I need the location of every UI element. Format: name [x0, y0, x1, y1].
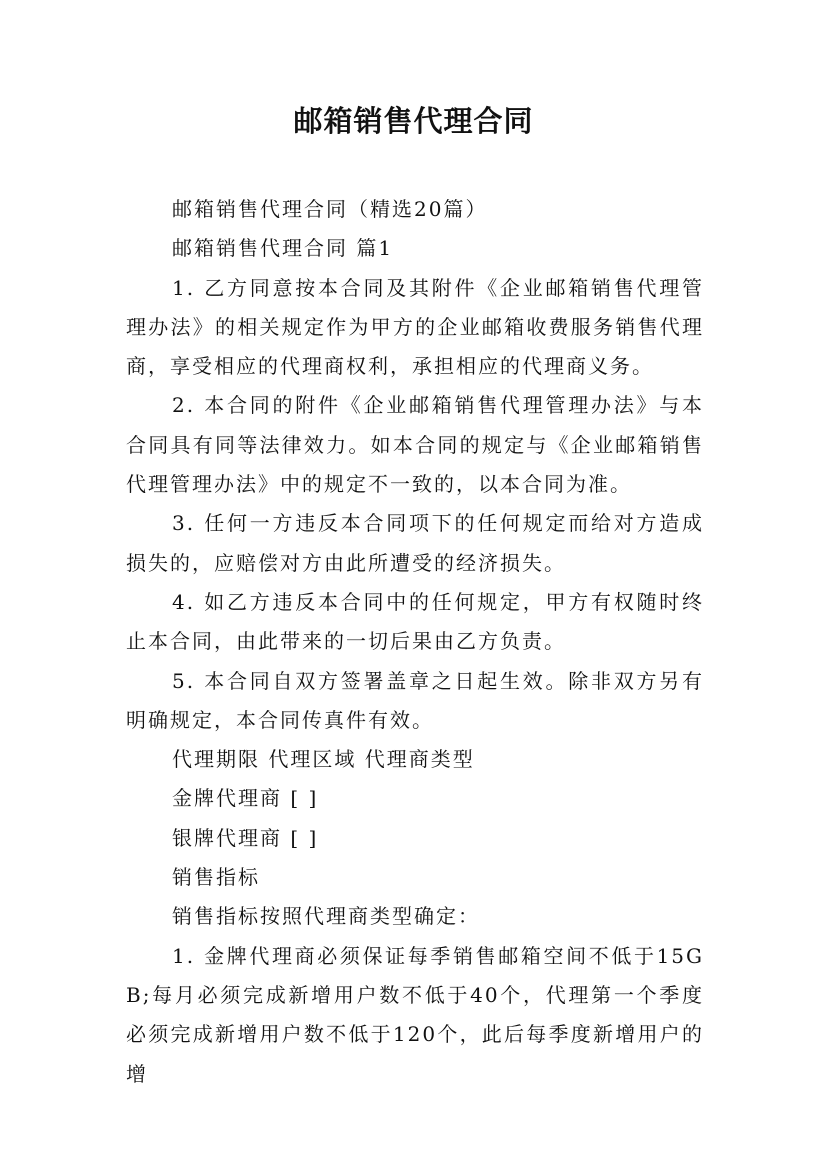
- paragraph-sales-target-1: 1. 金牌代理商必须保证每季销售邮箱空间不低于15GB;每月必须完成新增用户数不低于40个，代理第一个季度必须完成新增用户数不低于120个，此后每季度新增用户的增: [126, 943, 704, 1086]
- paragraph-clause-1: 1. 乙方同意按本合同及其附件《企业邮箱销售代理管理办法》的相关规定作为甲方的企业邮箱收费服务销售代理商，享受相应的代理商权利，承担相应的代理商义务。: [126, 275, 704, 379]
- paragraph-silver-agent: 银牌代理商 [ ]: [172, 825, 319, 850]
- paragraph-clause-2: 2. 本合同的附件《企业邮箱销售代理管理办法》与本合同具有同等法律效力。如本合同的规定与《企业邮箱销售代理管理办法》中的规定不一致的，以本合同为准。: [126, 393, 704, 497]
- paragraph-agency-header: 代理期限 代理区域 代理商类型: [172, 747, 475, 772]
- paragraph-sales-target-intro: 销售指标按照代理商类型确定：: [172, 904, 480, 929]
- paragraph-gold-agent: 金牌代理商 [ ]: [172, 786, 319, 811]
- document-title: 邮箱销售代理合同: [293, 104, 534, 138]
- paragraph-sales-target-heading: 销售指标: [172, 865, 260, 890]
- paragraph-clause-5: 5. 本合同自双方签署盖章之日起生效。除非双方另有明确规定，本合同传真件有效。: [126, 668, 704, 732]
- paragraph-subtitle: 邮箱销售代理合同（精选20篇）: [172, 197, 488, 221]
- paragraph-clause-3: 3. 任何一方违反本合同项下的任何规定而给对方造成损失的，应赔偿对方由此所遭受的经济损失。: [126, 511, 704, 575]
- document-body: [126, 190, 704, 1094]
- paragraph-clause-4: 4. 如乙方违反本合同中的任何规定，甲方有权随时终止本合同，由此带来的一切后果由乙方负责。: [126, 589, 704, 654]
- paragraph-section-heading: 邮箱销售代理合同 篇1: [172, 236, 394, 261]
